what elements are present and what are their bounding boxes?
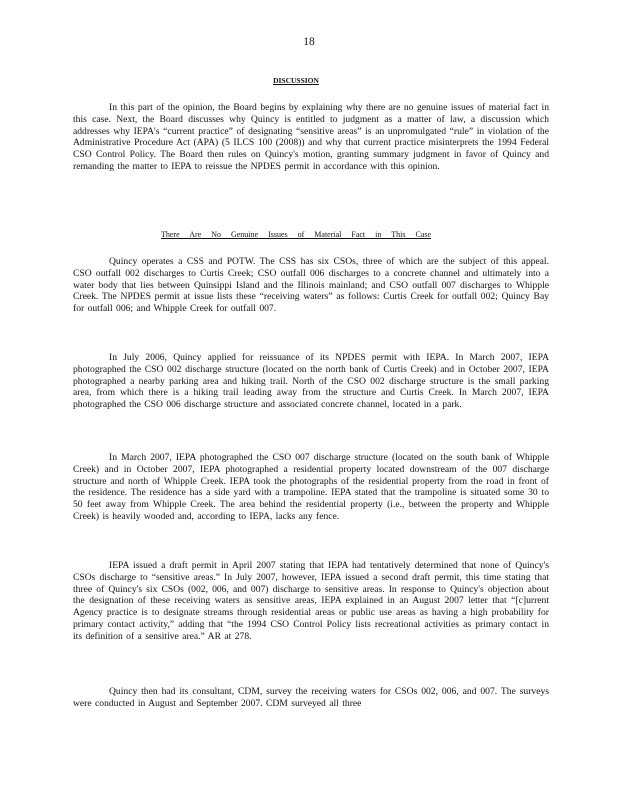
- section-heading-text: DISCUSSION: [273, 76, 319, 85]
- body-paragraph: Quincy then had its consultant, CDM, survey the receiving waters for CSOs 002, 006, and 007. The surveys were conducted in August and September 2007. CDM surveyed all three: [73, 686, 549, 709]
- subsection-heading: [0, 230, 618, 239]
- section-heading: [0, 76, 618, 85]
- body-paragraph: Quincy operates a CSS and POTW. The CSS has six CSOs, three of which are the subject of this appeal. CSO outfall 002 discharges to Curtis Creek; CSO outfall 006 discharges to a concrete channel and ultimately into a water body that lies between Quinsippi Island and the Illinois mainland; and CSO outfall 007 discharges to Whipple Creek. The NPDES permit at issue lists these “receiving waters” as follows: Curtis Creek for outfall 002; Quincy Bay for outfall 006; and Whipple Creek for outfall 007.: [73, 256, 549, 315]
- page-number: 18: [303, 36, 315, 48]
- subsection-heading-text: There Are No Genuine Issues of Material Fact in This Case: [160, 230, 432, 239]
- intro-paragraph: In this part of the opinion, the Board begins by explaining why there are no genuine issues of material fact in this case. Next, the Board discusses why Quincy is entitled to judgment as a matter of law, a discussion which addresses why IEPA's “current practice” of designating “sensitive areas” is an unpromulgated “rule” in violation of the Administrative Procedure Act (APA) (5 ILCS 100 (2008)) and why that current practice misinterprets the 1994 Federal CSO Control Policy. The Board then rules on Quincy's motion, granting summary judgment in favor of Quincy and remanding the matter to IEPA to reissue the NPDES permit in accordance with this opinion.: [73, 102, 549, 172]
- body-paragraph: In July 2006, Quincy applied for reissuance of its NPDES permit with IEPA. In March 2007, IEPA photographed the CSO 002 discharge structure (located on the north bank of Curtis Creek) and in October 2007, IEPA photographed a nearby parking area and hiking trail. North of the CSO 002 discharge structure is the small parking area, from which there is a hiking trail leading away from the structure and Curtis Creek. In March 2007, IEPA photographed the CSO 006 discharge structure and associated concrete channel, located in a park.: [73, 352, 549, 411]
- body-paragraph: IEPA issued a draft permit in April 2007 stating that IEPA had tentatively determined that none of Quincy's CSOs discharge to “sensitive areas.” In July 2007, however, IEPA issued a second draft permit, this time stating that three of Quincy's six CSOs (002, 006, and 007) discharge to sensitive areas. In response to Quincy's objection about the designation of these receiving waters as sensitive areas, IEPA explained in an August 2007 letter that “[c]urrent Agency practice is to designate streams through residential areas or public use areas as having a high probability for primary contact activity,” adding that “the 1994 CSO Control Policy lists recreational activities as primary contact in its definition of a sensitive area.” AR at 278.: [73, 560, 549, 642]
- body-paragraph: In March 2007, IEPA photographed the CSO 007 discharge structure (located on the south bank of Whipple Creek) and in October 2007, IEPA photographed a residential property located downstream of the 007 discharge structure and north of Whipple Creek. IEPA took the photographs of the residential property from the road in front of the residence. The residence has a side yard with a trampoline. IEPA stated that the trampoline is situated some 30 to 50 feet away from Whipple Creek. The area behind the residential property (i.e., between the property and Whipple Creek) is heavily wooded and, according to IEPA, lacks any fence.: [73, 452, 549, 522]
